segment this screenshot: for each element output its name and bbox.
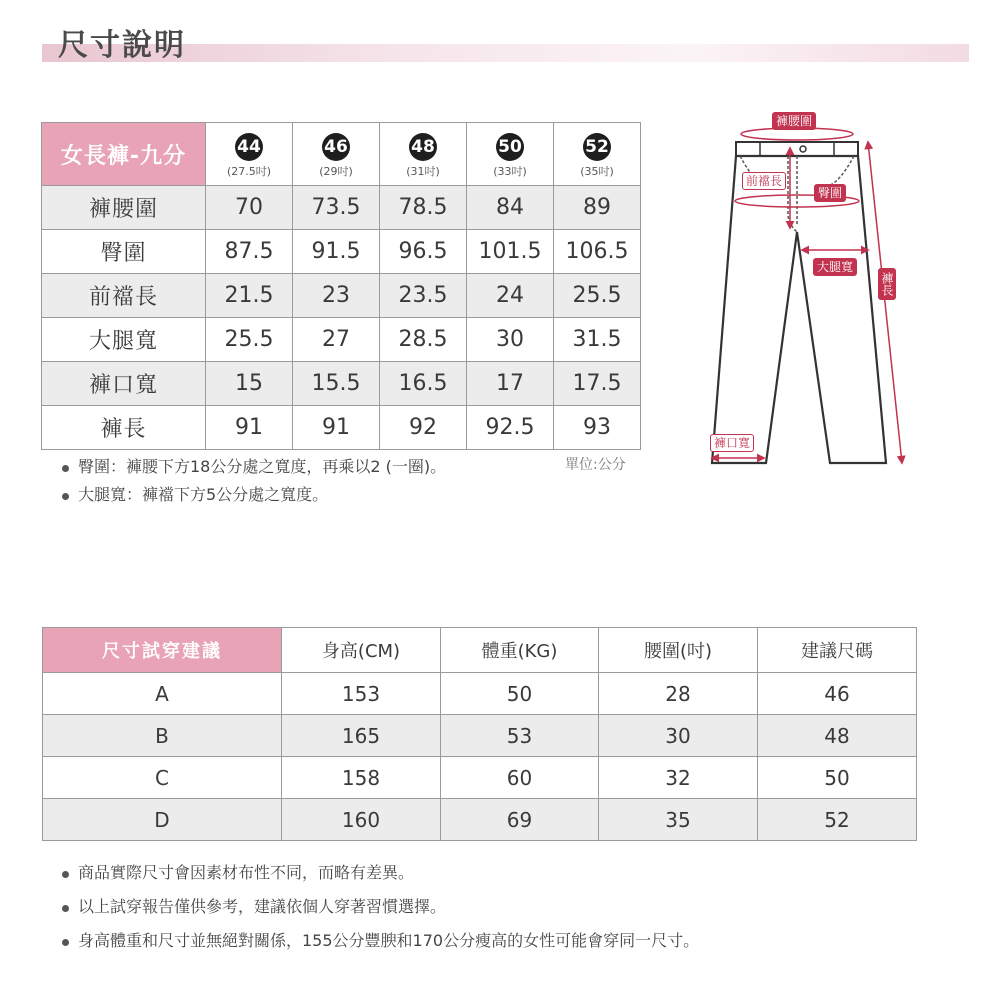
waist-label: 褲腰圍: [772, 112, 816, 130]
table-cell: 60: [441, 757, 599, 799]
table-row: [43, 673, 917, 715]
table-cell: 25.5: [554, 274, 641, 318]
pants-diagram: [700, 108, 910, 478]
note-item: 身高體重和尺寸並無絕對關係，155公分豐腴和170公分瘦高的女性可能會穿同一尺寸。: [60, 930, 699, 964]
table-cell: 52: [758, 799, 917, 841]
table-cell: 53: [441, 715, 599, 757]
hip-label: 臀圍: [814, 184, 846, 202]
table-cell: 30: [467, 318, 554, 362]
table-cell: 73.5: [293, 186, 380, 230]
size-inch-label: (31吋): [406, 165, 440, 178]
table-cell: 50: [441, 673, 599, 715]
size-number-badge: 46: [322, 133, 350, 161]
table-row: [42, 362, 641, 406]
measurement-notes: [60, 456, 446, 512]
row-label: C: [43, 757, 282, 799]
table-row: [43, 715, 917, 757]
table-cell: 91: [293, 406, 380, 450]
note-item: 大腿寬：褲襠下方5公分處之寬度。: [60, 484, 446, 512]
table-cell: 16.5: [380, 362, 467, 406]
column-header-height: 身高(CM): [282, 628, 441, 673]
table-cell: 91.5: [293, 230, 380, 274]
table-cell: 28.5: [380, 318, 467, 362]
page-title: 尺寸說明: [58, 28, 186, 63]
table-cell: 23.5: [380, 274, 467, 318]
table-row: [43, 757, 917, 799]
thigh-label: 大腿寬: [813, 258, 857, 276]
table-cell: 70: [206, 186, 293, 230]
table-cell: 91: [206, 406, 293, 450]
size-column-48: [380, 123, 467, 186]
table-cell: 78.5: [380, 186, 467, 230]
note-item: 臀圍：褲腰下方18公分處之寬度，再乘以2 (一圈)。: [60, 456, 446, 484]
table-cell: 32: [599, 757, 758, 799]
front-rise-label: 前襠長: [742, 172, 786, 190]
size-table-title: 女長褲-九分: [42, 123, 206, 186]
size-column-50: [467, 123, 554, 186]
size-column-52: [554, 123, 641, 186]
table-cell: 106.5: [554, 230, 641, 274]
row-label: D: [43, 799, 282, 841]
table-row: [42, 406, 641, 450]
table-cell: 87.5: [206, 230, 293, 274]
column-header-size: 建議尺碼: [758, 628, 917, 673]
table-cell: 15: [206, 362, 293, 406]
size-number-badge: 44: [235, 133, 263, 161]
table-cell: 158: [282, 757, 441, 799]
table-cell: 92: [380, 406, 467, 450]
row-label: A: [43, 673, 282, 715]
table-row: [42, 186, 641, 230]
table-cell: 69: [441, 799, 599, 841]
fit-table-title: 尺寸試穿建議: [43, 628, 282, 673]
row-label-waist: 褲腰圍: [42, 186, 206, 230]
table-cell: 28: [599, 673, 758, 715]
unit-label: 單位:公分: [565, 457, 626, 473]
table-cell: 50: [758, 757, 917, 799]
fit-table: [42, 627, 917, 841]
size-inch-label: (29吋): [319, 165, 353, 178]
table-cell: 153: [282, 673, 441, 715]
table-row: [42, 318, 641, 362]
size-column-46: [293, 123, 380, 186]
size-inch-label: (27.5吋): [226, 165, 272, 178]
row-label-front-rise: 前襠長: [42, 274, 206, 318]
table-cell: 160: [282, 799, 441, 841]
hem-label: 褲口寬: [710, 434, 754, 452]
row-label-length: 褲長: [42, 406, 206, 450]
table-cell: 165: [282, 715, 441, 757]
table-cell: 101.5: [467, 230, 554, 274]
row-label-hip: 臀圍: [42, 230, 206, 274]
row-label-thigh: 大腿寬: [42, 318, 206, 362]
note-item: 商品實際尺寸會因素材布性不同，而略有差異。: [60, 862, 699, 896]
table-cell: 27: [293, 318, 380, 362]
note-item: 以上試穿報告僅供參考，建議依個人穿著習慣選擇。: [60, 896, 699, 930]
disclaimer-notes: [60, 862, 699, 964]
table-row: [43, 799, 917, 841]
table-cell: 21.5: [206, 274, 293, 318]
table-cell: 84: [467, 186, 554, 230]
size-inch-label: (33吋): [493, 165, 527, 178]
column-header-waist: 腰圍(吋): [599, 628, 758, 673]
size-column-44: [206, 123, 293, 186]
table-cell: 15.5: [293, 362, 380, 406]
table-cell: 31.5: [554, 318, 641, 362]
table-cell: 24: [467, 274, 554, 318]
table-cell: 30: [599, 715, 758, 757]
section-header: [42, 28, 969, 64]
size-number-badge: 50: [496, 133, 524, 161]
table-cell: 93: [554, 406, 641, 450]
size-number-badge: 48: [409, 133, 437, 161]
column-header-weight: 體重(KG): [441, 628, 599, 673]
table-cell: 48: [758, 715, 917, 757]
size-inch-label: (35吋): [580, 165, 614, 178]
table-cell: 17.5: [554, 362, 641, 406]
table-cell: 46: [758, 673, 917, 715]
table-row: [42, 230, 641, 274]
table-cell: 96.5: [380, 230, 467, 274]
table-cell: 17: [467, 362, 554, 406]
length-label: 褲長: [878, 268, 896, 300]
size-number-badge: 52: [583, 133, 611, 161]
table-cell: 23: [293, 274, 380, 318]
size-table: [41, 122, 641, 450]
row-label: B: [43, 715, 282, 757]
table-cell: 89: [554, 186, 641, 230]
row-label-hem: 褲口寬: [42, 362, 206, 406]
table-cell: 25.5: [206, 318, 293, 362]
table-cell: 92.5: [467, 406, 554, 450]
table-row: [42, 274, 641, 318]
table-cell: 35: [599, 799, 758, 841]
